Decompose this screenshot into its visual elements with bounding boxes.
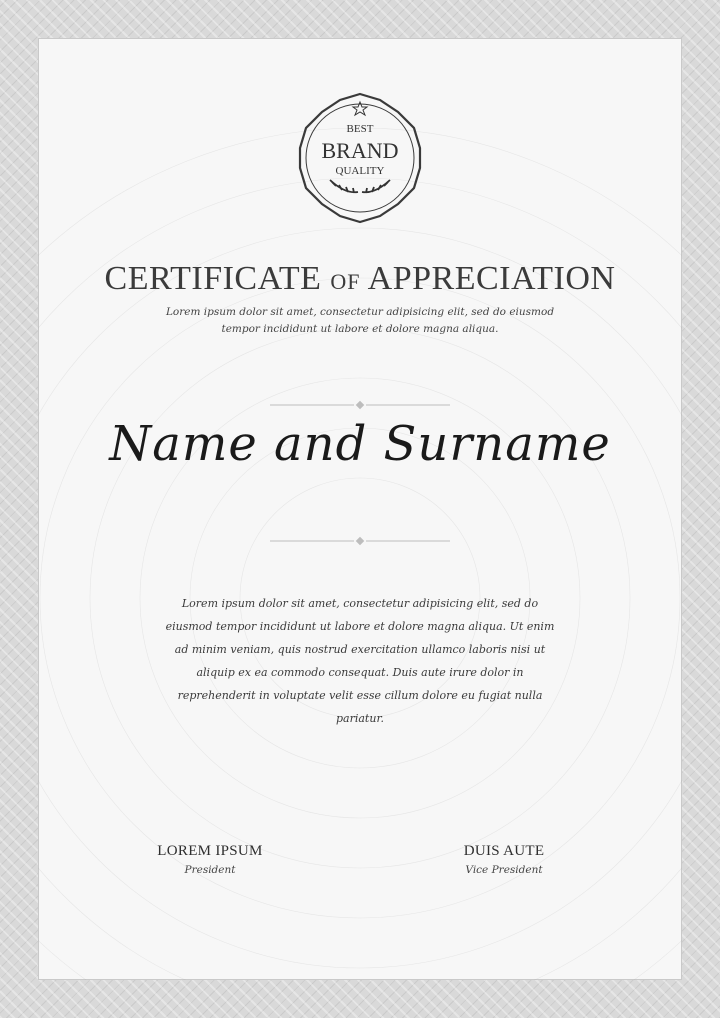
signature-role: President — [184, 864, 236, 876]
signature-role: Vice President — [465, 864, 543, 876]
seal-top-text: BEST — [346, 123, 374, 135]
signature-vice-president — [444, 843, 564, 876]
certificate-title — [38, 260, 682, 298]
recipient-name: Name and Surname — [109, 416, 611, 472]
top-divider — [270, 400, 450, 410]
title-part2: APPRECIATION — [367, 260, 616, 297]
signature-president — [150, 843, 270, 876]
laurel-icon — [330, 180, 390, 193]
signature-name: LOREM IPSUM — [157, 843, 263, 859]
signature-name: DUIS AUTE — [463, 843, 545, 859]
seal-bottom-text: QUALITY — [335, 165, 385, 177]
title-connector: OF — [330, 269, 361, 294]
intro-text: Lorem ipsum dolor sit amet, consectetur adipisicing elit, sed do eiusmod tempor incididunt ut labore et dolore magna aliqua. — [165, 306, 555, 335]
brand-seal — [290, 88, 430, 228]
title-part1: CERTIFICATE — [104, 260, 322, 297]
body-text: Lorem ipsum dolor sit amet, consectetur adipisicing elit, sed do eiusmod tempor incididunt ut labore et dolore magna aliqua. Ut enim ad minim veniam, quis nostrud exercitation ullamco laboris nisi ut aliquip ex ea commodo consequat. Duis aute irure dolor in reprehenderit in voluptate velit esse cillum dolore eu fugiat nulla pariatur. — [165, 597, 555, 725]
certificate-paper — [38, 38, 682, 980]
seal-middle-text: BRAND — [321, 138, 399, 163]
bottom-divider — [270, 536, 450, 546]
